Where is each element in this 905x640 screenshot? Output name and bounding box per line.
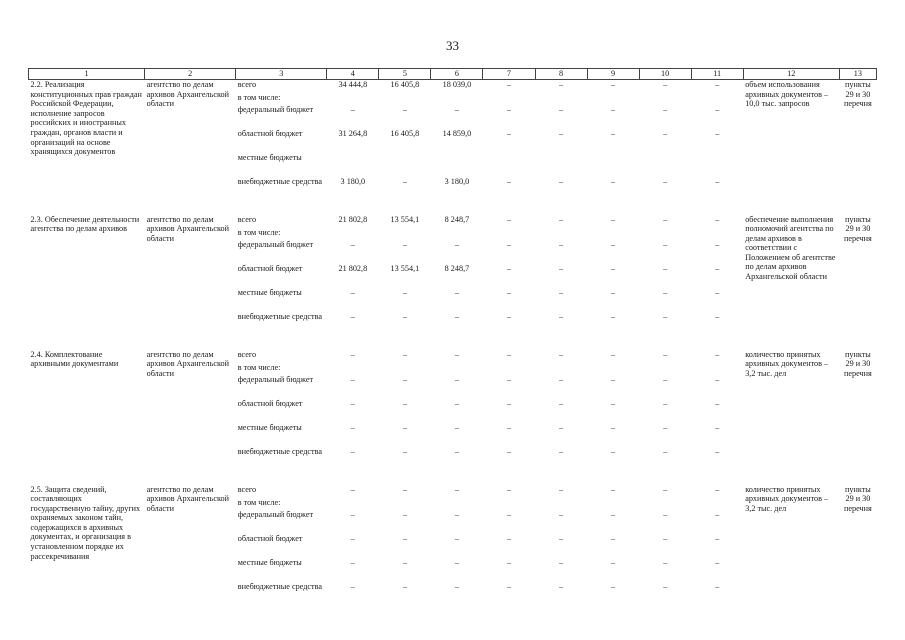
funding-value: – bbox=[558, 484, 564, 494]
executor: агентство по делам архивов Архангельской области bbox=[146, 214, 230, 243]
funding-source-label: всего bbox=[237, 80, 257, 89]
funding-value: – bbox=[663, 263, 668, 273]
funding-value: – bbox=[350, 398, 355, 408]
funding-value: – bbox=[402, 311, 407, 321]
funding-value: – bbox=[715, 446, 720, 456]
funding-value bbox=[535, 498, 587, 510]
funding-value: – bbox=[558, 581, 564, 591]
program-activities-table bbox=[28, 68, 877, 606]
funding-value: – bbox=[402, 422, 407, 432]
funding-source-label: областной бюджет bbox=[237, 263, 303, 273]
row-spacer bbox=[29, 201, 877, 215]
funding-value: – bbox=[402, 176, 407, 186]
column-header: 12 bbox=[743, 69, 839, 80]
activity-name: 2.5. Защита сведений, составляющих государственную тайну, других охраняемых законом тайн, содержащихся в архивных документах, и организация в установленном порядке их рассекречивания bbox=[30, 484, 141, 561]
funding-value: – bbox=[402, 484, 407, 494]
funding-value: – bbox=[454, 311, 459, 321]
funding-value: – bbox=[663, 446, 668, 456]
funding-value bbox=[327, 498, 379, 510]
funding-value bbox=[483, 498, 535, 510]
funding-value: 34 444,8 bbox=[338, 80, 368, 89]
funding-value: – bbox=[506, 239, 512, 249]
funding-value bbox=[327, 153, 379, 177]
funding-value: 14 859,0 bbox=[442, 128, 472, 138]
funding-value bbox=[327, 228, 379, 240]
funding-source-label: местные бюджеты bbox=[237, 287, 302, 297]
funding-source-label: в том числе: bbox=[237, 362, 281, 372]
table-body bbox=[29, 80, 877, 606]
funding-source-label: в том числе: bbox=[237, 227, 281, 237]
funding-value: – bbox=[558, 422, 564, 432]
funding-value: – bbox=[663, 214, 668, 224]
funding-value: – bbox=[558, 349, 564, 359]
funding-value: – bbox=[715, 374, 720, 384]
funding-value: – bbox=[506, 374, 512, 384]
funding-value: – bbox=[506, 80, 512, 89]
funding-value: 21 802,8 bbox=[338, 263, 368, 273]
funding-value: – bbox=[611, 80, 616, 89]
funding-value bbox=[639, 363, 691, 375]
funding-value: – bbox=[715, 484, 720, 494]
funding-source-label: в том числе: bbox=[237, 92, 281, 102]
funding-value: – bbox=[558, 128, 564, 138]
column-header: 5 bbox=[379, 69, 431, 80]
funding-value: – bbox=[611, 581, 616, 591]
spacer-cell bbox=[29, 336, 877, 350]
funding-value: – bbox=[611, 509, 616, 519]
result-indicator: обеспечение выполнения полномочий агентства по делам архивов в соответствии с Положением об агентстве по делам архивов Архангельской области bbox=[745, 214, 836, 282]
funding-value: 3 180,0 bbox=[444, 176, 470, 186]
funding-value: – bbox=[663, 349, 668, 359]
funding-value: – bbox=[402, 374, 407, 384]
funding-value: – bbox=[611, 557, 616, 567]
funding-value: – bbox=[506, 533, 512, 543]
column-header: 6 bbox=[431, 69, 483, 80]
funding-source-label: областной бюджет bbox=[237, 533, 303, 543]
funding-value: – bbox=[715, 214, 720, 224]
funding-value: – bbox=[715, 509, 720, 519]
table-row bbox=[29, 485, 877, 498]
funding-value bbox=[327, 363, 379, 375]
funding-value: – bbox=[715, 311, 720, 321]
funding-source-label: внебюджетные средства bbox=[237, 176, 322, 186]
funding-source-label: областной бюджет bbox=[237, 398, 303, 408]
funding-value: – bbox=[715, 557, 720, 567]
funding-value: – bbox=[402, 557, 407, 567]
column-header: 10 bbox=[639, 69, 691, 80]
executor: агентство по делам архивов Архангельской области bbox=[146, 349, 230, 378]
funding-value: – bbox=[350, 533, 355, 543]
funding-value: 18 039,0 bbox=[442, 80, 472, 89]
funding-value bbox=[431, 228, 483, 240]
activity-name: 2.2. Реализация конституционных прав граждан Российской Федерации, исполнение запросов российских и иностранных граждан, органов власти и организаций на основе хранящихся документов bbox=[30, 80, 142, 157]
funding-value: – bbox=[715, 80, 720, 89]
funding-value: – bbox=[715, 128, 720, 138]
funding-source-label: местные бюджеты bbox=[237, 152, 302, 162]
funding-value: – bbox=[402, 287, 407, 297]
spacer-cell bbox=[29, 471, 877, 485]
funding-value: – bbox=[350, 557, 355, 567]
funding-value bbox=[379, 93, 431, 105]
funding-value: 31 264,8 bbox=[338, 128, 368, 138]
funding-value: – bbox=[663, 374, 668, 384]
row-spacer bbox=[29, 471, 877, 485]
funding-value: – bbox=[611, 214, 616, 224]
funding-value bbox=[379, 498, 431, 510]
funding-value: – bbox=[350, 446, 355, 456]
funding-value: – bbox=[558, 287, 564, 297]
reference-points: пункты 29 и 30 перечня bbox=[843, 349, 872, 378]
funding-value: – bbox=[663, 398, 668, 408]
column-header: 9 bbox=[587, 69, 639, 80]
funding-value bbox=[691, 363, 743, 375]
funding-value: 13 554,1 bbox=[390, 214, 420, 224]
reference-points: пункты 29 и 30 перечня bbox=[843, 80, 872, 109]
funding-value: – bbox=[506, 398, 512, 408]
funding-value: 16 405,8 bbox=[390, 128, 420, 138]
funding-value bbox=[431, 153, 483, 177]
funding-value: – bbox=[663, 533, 668, 543]
funding-value: – bbox=[506, 263, 512, 273]
funding-value: 13 554,1 bbox=[390, 263, 420, 273]
funding-value bbox=[691, 228, 743, 240]
funding-value bbox=[691, 93, 743, 105]
funding-source-label: внебюджетные средства bbox=[237, 311, 322, 321]
funding-value: – bbox=[558, 104, 564, 114]
funding-value: – bbox=[506, 446, 512, 456]
funding-value: – bbox=[454, 287, 459, 297]
column-header: 3 bbox=[236, 69, 327, 80]
funding-value: – bbox=[663, 557, 668, 567]
funding-value bbox=[431, 93, 483, 105]
funding-value bbox=[483, 93, 535, 105]
result-indicator: объем использования архивных документов – 10,0 тыс. запросов bbox=[745, 80, 829, 109]
funding-value bbox=[483, 363, 535, 375]
funding-value bbox=[587, 93, 639, 105]
funding-value bbox=[483, 228, 535, 240]
funding-value: – bbox=[506, 484, 512, 494]
funding-source-label: федеральный бюджет bbox=[237, 374, 314, 384]
funding-source-label: внебюджетные средства bbox=[237, 446, 322, 456]
funding-value bbox=[535, 363, 587, 375]
funding-value: – bbox=[611, 263, 616, 273]
funding-value: – bbox=[454, 374, 459, 384]
page-number: 33 bbox=[446, 38, 459, 53]
funding-value: – bbox=[715, 533, 720, 543]
activity-name: 2.4. Комплектование архивными документами bbox=[30, 349, 119, 369]
funding-value: – bbox=[611, 533, 616, 543]
funding-value: – bbox=[558, 533, 564, 543]
executor: агентство по делам архивов Архангельской области bbox=[146, 80, 230, 109]
funding-value: – bbox=[558, 80, 564, 89]
column-header: 11 bbox=[691, 69, 743, 80]
funding-value bbox=[431, 363, 483, 375]
funding-value: – bbox=[506, 176, 512, 186]
funding-value: 8 248,7 bbox=[444, 214, 470, 224]
funding-value bbox=[379, 153, 431, 177]
funding-value: – bbox=[402, 239, 407, 249]
funding-value: – bbox=[715, 239, 720, 249]
funding-value: – bbox=[663, 311, 668, 321]
funding-value bbox=[587, 498, 639, 510]
funding-value: – bbox=[558, 446, 564, 456]
funding-value: – bbox=[454, 398, 459, 408]
funding-source-label: федеральный бюджет bbox=[237, 509, 314, 519]
funding-value: – bbox=[402, 581, 407, 591]
funding-value bbox=[639, 228, 691, 240]
funding-value: – bbox=[506, 214, 512, 224]
column-header: 7 bbox=[483, 69, 535, 80]
funding-source-label: в том числе: bbox=[237, 497, 281, 507]
table-row bbox=[29, 350, 877, 363]
funding-value: – bbox=[663, 104, 668, 114]
funding-value: – bbox=[611, 176, 616, 186]
funding-value: – bbox=[350, 374, 355, 384]
funding-source-label: местные бюджеты bbox=[237, 557, 302, 567]
funding-value: – bbox=[611, 104, 616, 114]
table-row bbox=[29, 80, 877, 93]
funding-value bbox=[639, 93, 691, 105]
funding-value: – bbox=[454, 484, 459, 494]
funding-value: – bbox=[506, 557, 512, 567]
funding-value: – bbox=[558, 176, 564, 186]
funding-value: – bbox=[558, 239, 564, 249]
funding-value: 21 802,8 bbox=[338, 214, 368, 224]
funding-value: – bbox=[558, 557, 564, 567]
funding-value: – bbox=[402, 398, 407, 408]
executor: агентство по делам архивов Архангельской области bbox=[146, 484, 230, 513]
funding-value: – bbox=[715, 287, 720, 297]
funding-value bbox=[691, 153, 743, 177]
column-header: 1 bbox=[29, 69, 145, 80]
funding-source-label: федеральный бюджет bbox=[237, 104, 314, 114]
result-indicator: количество принятых архивных документов – 3,2 тыс. дел bbox=[745, 484, 829, 513]
funding-value: – bbox=[402, 533, 407, 543]
row-spacer bbox=[29, 336, 877, 350]
funding-value: – bbox=[350, 104, 355, 114]
funding-value bbox=[691, 498, 743, 510]
funding-value bbox=[535, 93, 587, 105]
funding-value: 3 180,0 bbox=[340, 176, 366, 186]
funding-value: – bbox=[506, 128, 512, 138]
funding-value: – bbox=[402, 104, 407, 114]
funding-value: – bbox=[715, 104, 720, 114]
funding-value bbox=[535, 228, 587, 240]
funding-value bbox=[431, 498, 483, 510]
funding-value: – bbox=[506, 349, 512, 359]
funding-source-label: местные бюджеты bbox=[237, 422, 302, 432]
funding-value: – bbox=[350, 422, 355, 432]
funding-value: – bbox=[506, 422, 512, 432]
funding-value: – bbox=[350, 287, 355, 297]
funding-source-label: областной бюджет bbox=[237, 128, 303, 138]
funding-value: – bbox=[506, 509, 512, 519]
funding-value: – bbox=[663, 422, 668, 432]
funding-value: – bbox=[663, 287, 668, 297]
funding-value bbox=[327, 93, 379, 105]
funding-value: – bbox=[454, 509, 459, 519]
funding-value bbox=[379, 228, 431, 240]
funding-value: – bbox=[611, 287, 616, 297]
funding-value: – bbox=[611, 349, 616, 359]
funding-value: – bbox=[715, 398, 720, 408]
funding-value bbox=[587, 363, 639, 375]
funding-value: 16 405,8 bbox=[390, 80, 420, 89]
funding-value: – bbox=[402, 349, 407, 359]
funding-value: – bbox=[506, 311, 512, 321]
funding-value: – bbox=[558, 398, 564, 408]
funding-value: 8 248,7 bbox=[444, 263, 470, 273]
column-header: 4 bbox=[327, 69, 379, 80]
funding-value: – bbox=[611, 422, 616, 432]
funding-value: – bbox=[350, 239, 355, 249]
reference-points: пункты 29 и 30 перечня bbox=[843, 214, 872, 243]
activity-name: 2.3. Обеспечение деятельности агентства по делам архивов bbox=[30, 214, 140, 234]
funding-value: – bbox=[558, 263, 564, 273]
funding-value: – bbox=[663, 176, 668, 186]
funding-value: – bbox=[611, 374, 616, 384]
funding-value: – bbox=[350, 349, 355, 359]
funding-value: – bbox=[402, 509, 407, 519]
funding-value: – bbox=[715, 581, 720, 591]
funding-source-label: всего bbox=[237, 484, 257, 494]
spacer-cell bbox=[29, 201, 877, 215]
funding-value: – bbox=[715, 176, 720, 186]
funding-value: – bbox=[611, 398, 616, 408]
reference-points: пункты 29 и 30 перечня bbox=[843, 484, 872, 513]
column-header: 8 bbox=[535, 69, 587, 80]
funding-value: – bbox=[663, 128, 668, 138]
funding-value: – bbox=[506, 581, 512, 591]
funding-value: – bbox=[506, 104, 512, 114]
funding-value: – bbox=[611, 446, 616, 456]
funding-value bbox=[639, 153, 691, 177]
funding-value: – bbox=[454, 446, 459, 456]
funding-value: – bbox=[558, 311, 564, 321]
funding-value: – bbox=[663, 581, 668, 591]
funding-value: – bbox=[663, 509, 668, 519]
funding-source-label: федеральный бюджет bbox=[237, 239, 314, 249]
funding-value: – bbox=[402, 446, 407, 456]
funding-value: – bbox=[454, 349, 459, 359]
column-number-row bbox=[29, 69, 877, 80]
funding-value: – bbox=[350, 581, 355, 591]
funding-value: – bbox=[506, 287, 512, 297]
funding-value bbox=[587, 153, 639, 177]
funding-value: – bbox=[558, 374, 564, 384]
funding-value: – bbox=[454, 533, 459, 543]
funding-value: – bbox=[350, 311, 355, 321]
funding-value: – bbox=[611, 311, 616, 321]
funding-value: – bbox=[715, 263, 720, 273]
funding-value bbox=[587, 228, 639, 240]
funding-value: – bbox=[663, 484, 668, 494]
funding-value: – bbox=[350, 484, 355, 494]
funding-value bbox=[483, 153, 535, 177]
funding-value: – bbox=[454, 104, 459, 114]
table-row bbox=[29, 215, 877, 228]
column-header: 2 bbox=[145, 69, 236, 80]
funding-value: – bbox=[558, 509, 564, 519]
funding-value bbox=[639, 498, 691, 510]
funding-value: – bbox=[715, 422, 720, 432]
funding-value: – bbox=[611, 128, 616, 138]
column-header: 13 bbox=[839, 69, 876, 80]
funding-value bbox=[535, 153, 587, 177]
funding-value: – bbox=[454, 557, 459, 567]
funding-value: – bbox=[611, 484, 616, 494]
funding-value: – bbox=[454, 422, 459, 432]
funding-source-label: всего bbox=[237, 214, 257, 224]
funding-value: – bbox=[454, 239, 459, 249]
funding-value: – bbox=[454, 581, 459, 591]
funding-source-label: всего bbox=[237, 349, 257, 359]
funding-value: – bbox=[663, 80, 668, 89]
result-indicator: количество принятых архивных документов – 3,2 тыс. дел bbox=[745, 349, 829, 378]
funding-value: – bbox=[558, 214, 564, 224]
funding-value: – bbox=[611, 239, 616, 249]
funding-value: – bbox=[350, 509, 355, 519]
funding-value bbox=[379, 363, 431, 375]
funding-value: – bbox=[715, 349, 720, 359]
funding-source-label: внебюджетные средства bbox=[237, 581, 322, 591]
funding-value: – bbox=[663, 239, 668, 249]
